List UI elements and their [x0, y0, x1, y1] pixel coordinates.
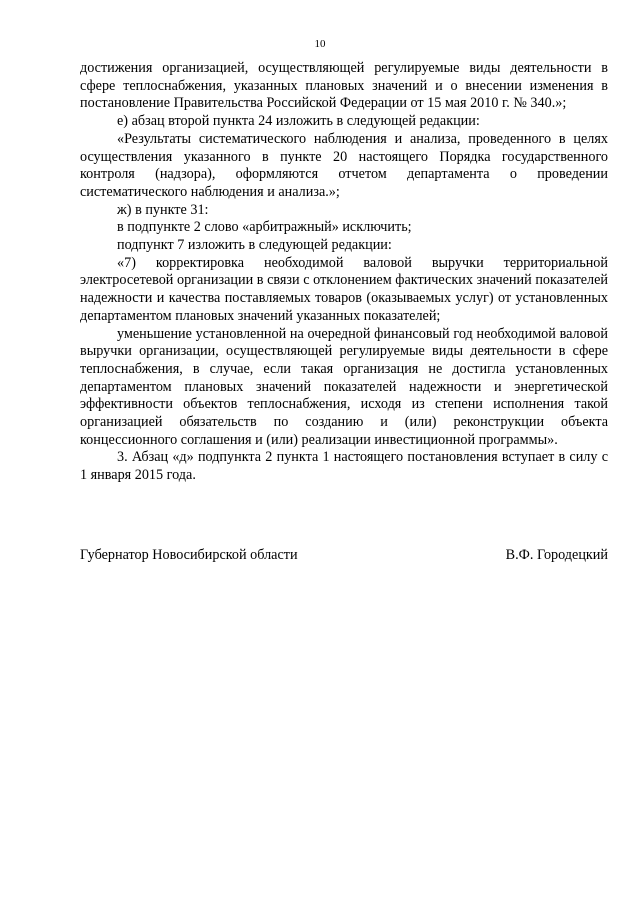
paragraph: ж) в пункте 31: [117, 201, 209, 218]
paragraph: в подпункте 2 слово «арбитражный» исключить; [117, 219, 412, 236]
paragraph: подпункт 7 изложить в следующей редакции: [117, 237, 392, 254]
signature-block [80, 547, 608, 565]
paragraph: 3. Абзац «д» подпункта 2 пункта 1 настоящего постановления вступает в силу с 1 января 2015 года. [80, 449, 608, 484]
paragraph: е) абзац второй пункта 24 изложить в следующей редакции: [117, 113, 480, 130]
paragraph: «Результаты систематического наблюдения и анализа, проведенного в целях осуществления указанного в пункте 20 настоящего Порядка государственного контроля (надзора), оформляются отчетом департамента о проведении систематического наблюдения и анализа.»; [80, 130, 608, 200]
paragraph: уменьшение установленной на очередной финансовый год необходимой валовой выручки организации, осуществляющей регулируемые виды деятельности в сфере теплоснабжения, в случае, если такая организация не достигла установленных департаментом плановых значений показателей надежности и энергетической эффективности объектов теплоснабжения, исходя из степени исполнения такой организацией обязательств по созданию и (или) реконструкции объекта концессионного соглашения и (или) реализации инвестиционной программы». [80, 325, 608, 448]
signatory-name: В.Ф. Городецкий [505, 547, 608, 563]
paragraph: «7) корректировка необходимой валовой выручки территориальной электросетевой организации в связи с отклонением фактических значений показателей надежности и качества поставляемых товаров (оказываемых услуг) от установленных департаментом плановых значений указанных показателей; [80, 254, 608, 324]
signatory-position: Губернатор Новосибирской области [80, 547, 298, 563]
document-body [80, 60, 608, 485]
page-number: 10 [314, 38, 326, 50]
paragraph: достижения организацией, осуществляющей регулируемые виды деятельности в сфере теплоснабжения, указанных плановых значений и о внесении изменения в постановление Правительства Российской Федерации от 15 мая 2010 г. № 340.»; [80, 60, 608, 112]
